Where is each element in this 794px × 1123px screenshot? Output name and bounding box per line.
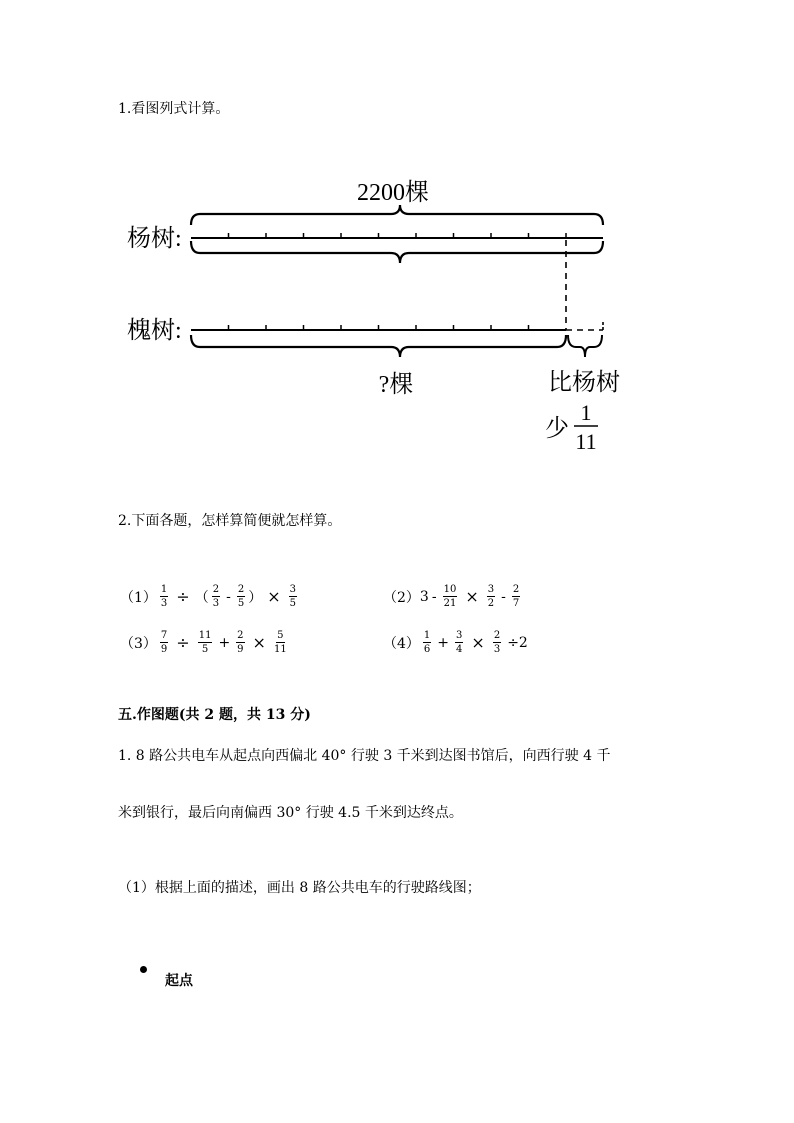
huai-bottom-brace	[191, 335, 566, 357]
question-1-title: 1.看图列式计算。	[118, 101, 230, 117]
start-point-dot	[140, 966, 147, 973]
problem-3	[120, 630, 290, 655]
fraction: $\frac{1}{3}$	[160, 584, 168, 609]
minus-sign: -	[501, 588, 506, 605]
fraction: $\frac{2}{3}$	[212, 584, 220, 609]
right-paren: ）	[248, 589, 263, 606]
fraction: $\frac{5}{11}$	[273, 630, 287, 655]
problem-4-label: （4）	[383, 635, 420, 652]
fraction: $\frac{7}{9}$	[160, 630, 168, 655]
section-5-q1-line1: 1. 8 路公共电车从起点向西偏北 40° 行驶 3 千米到达图书馆后，向西行驶 4 千	[118, 748, 611, 764]
divide-sign: ÷	[176, 587, 190, 606]
yang-bottom-brace	[191, 241, 603, 263]
section-5-sub1: （1）根据上面的描述，画出 8 路公共电车的行驶路线图；	[118, 880, 481, 896]
times-sign: ×	[267, 587, 281, 606]
section-5-q1-line2: 米到银行，最后向南偏西 30° 行驶 4.5 千米到达终点。	[118, 805, 463, 821]
divide-sign: ÷	[176, 633, 190, 652]
fraction: $\frac{1}{6}$	[423, 630, 431, 655]
minus-sign: -	[226, 588, 231, 605]
fraction: $\frac{2}{7}$	[512, 584, 520, 609]
problem-3-label: （3）	[120, 635, 157, 652]
difference-brace	[568, 335, 602, 357]
times-sign: ×	[252, 633, 266, 652]
divide-tail: ÷2	[507, 634, 528, 651]
fraction: $\frac{2}{3}$	[493, 630, 501, 655]
times-sign: ×	[471, 633, 485, 652]
question-2-title: 2.下面各题，怎样算简便就怎样算。	[118, 513, 342, 529]
fraction: $\frac{2}{9}$	[237, 630, 244, 655]
yang-label: 杨树:	[127, 226, 182, 252]
plus-sign: +	[437, 634, 450, 651]
less-frac-den: 11	[575, 429, 597, 454]
fraction: $\frac{10}{21}$	[443, 584, 457, 609]
problem-1	[120, 584, 300, 609]
minus-sign: -	[431, 588, 437, 605]
problem-1-label: （1）	[120, 589, 157, 606]
line-segment-diagram	[0, 0, 794, 470]
less-label-prefix: 少	[545, 416, 569, 442]
start-point-label: 起点	[165, 973, 193, 989]
fraction: $\frac{2}{5}$	[237, 584, 245, 609]
top-brace	[191, 205, 603, 225]
less-label-line1: 比杨树	[548, 370, 620, 396]
problem-2-label: （2）	[383, 589, 420, 606]
problem-2	[383, 584, 523, 609]
problem-4	[383, 630, 531, 655]
huai-label: 槐树:	[127, 318, 182, 344]
fraction: $\frac{11}{5}$	[198, 630, 212, 655]
fraction: $\frac{3}{4}$	[456, 630, 463, 655]
total-label: 2200棵	[357, 180, 429, 206]
less-frac-num: 1	[580, 400, 592, 425]
section-5-heading: 五.作图题(共 2 题，共 13 分)	[118, 707, 311, 723]
plus-sign: +	[218, 634, 231, 651]
fraction: $\frac{3}{5}$	[289, 584, 296, 609]
left-paren: （	[194, 589, 209, 606]
times-sign: ×	[465, 587, 479, 606]
fraction: $\frac{3}{2}$	[487, 584, 495, 609]
lead-number: 3	[419, 588, 429, 605]
unknown-label: ?棵	[378, 372, 414, 398]
